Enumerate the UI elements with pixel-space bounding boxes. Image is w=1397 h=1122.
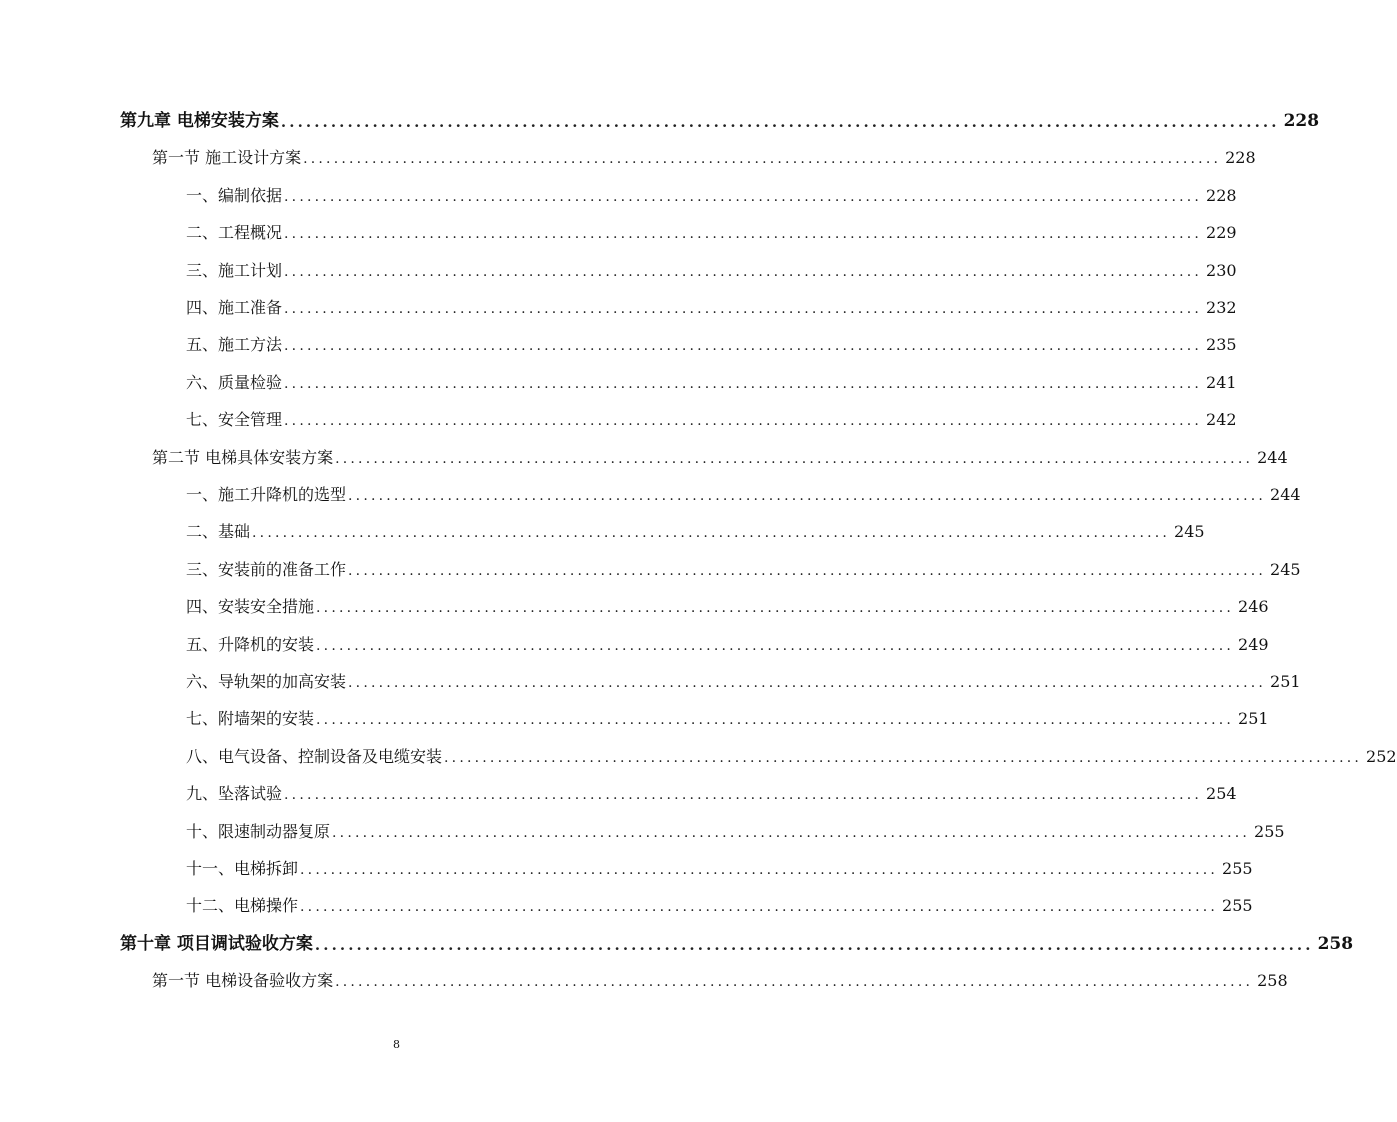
toc-dot-leader: ........................................................................................................................ bbox=[348, 562, 1267, 579]
toc-entry-title: 三、安装前的准备工作 bbox=[186, 559, 347, 579]
toc-entry-chapter[interactable] bbox=[120, 106, 1320, 132]
toc-dot-leader: ........................................................................................................................ bbox=[444, 749, 1363, 766]
toc-entry-page: 241 bbox=[1206, 372, 1237, 392]
toc-entry-page: 252 bbox=[1366, 746, 1397, 766]
toc-entry-title: 二、基础 bbox=[186, 522, 251, 542]
toc-entry-title: 第一节 施工设计方案 bbox=[152, 148, 302, 168]
toc-dot-leader: ........................................................................................................................ bbox=[300, 899, 1219, 916]
toc-entry-page: 245 bbox=[1174, 522, 1205, 542]
toc-entry-page: 258 bbox=[1257, 971, 1288, 991]
toc-entry-page: 251 bbox=[1270, 672, 1301, 691]
toc-entry-page: 244 bbox=[1257, 447, 1288, 467]
toc-entry-title: 十一、电梯拆卸 bbox=[186, 859, 299, 878]
toc-entry-item[interactable] bbox=[186, 891, 1253, 917]
toc-entry-page: 254 bbox=[1206, 784, 1237, 804]
toc-entry-item[interactable] bbox=[186, 517, 1205, 543]
toc-entry-title: 第十章 项目调试验收方案 bbox=[120, 933, 313, 954]
toc-dot-leader: ........................................................................................................................ bbox=[284, 787, 1203, 804]
toc-entry-title: 四、施工准备 bbox=[186, 298, 283, 317]
toc-entry-title: 十、限速制动器复原 bbox=[186, 821, 331, 841]
toc-entry-page: 230 bbox=[1206, 260, 1237, 280]
toc-dot-leader: ........................................................................................................................ bbox=[314, 935, 1314, 954]
toc-entry-title: 八、电气设备、控制设备及电缆安装 bbox=[186, 746, 443, 766]
toc-dot-leader: ........................................................................................................................ bbox=[316, 600, 1235, 617]
toc-entry-page: 232 bbox=[1206, 298, 1237, 317]
toc-dot-leader: ........................................................................................................................ bbox=[284, 375, 1203, 392]
toc-entry-page: 229 bbox=[1206, 223, 1237, 243]
toc-entry-page: 255 bbox=[1222, 859, 1253, 878]
toc-entry-page: 249 bbox=[1238, 634, 1269, 654]
toc-entry-item[interactable] bbox=[186, 293, 1237, 319]
toc-entry-page: 242 bbox=[1206, 410, 1237, 430]
toc-entry-page: 244 bbox=[1270, 485, 1301, 504]
toc-entry-title: 七、附墙架的安装 bbox=[186, 709, 315, 729]
toc-entry-item[interactable] bbox=[186, 555, 1301, 581]
toc-entry-title: 六、导轨架的加高安装 bbox=[186, 672, 347, 691]
toc-dot-leader: ........................................................................................................................ bbox=[284, 301, 1203, 317]
toc-dot-leader: ........................................................................................................................ bbox=[335, 450, 1254, 467]
toc-entry-page: 246 bbox=[1238, 597, 1269, 617]
toc-entry-item[interactable] bbox=[186, 817, 1285, 843]
toc-entry-item[interactable] bbox=[186, 592, 1269, 618]
toc-entry-item[interactable] bbox=[186, 218, 1237, 244]
toc-entry-title: 五、施工方法 bbox=[186, 335, 283, 355]
toc-dot-leader: ........................................................................................................................ bbox=[284, 263, 1203, 280]
toc-dot-leader: ........................................................................................................................ bbox=[284, 413, 1203, 430]
toc-entry-item[interactable] bbox=[186, 667, 1301, 693]
toc-entry-page: 251 bbox=[1238, 709, 1269, 729]
toc-entry-title: 第一节 电梯设备验收方案 bbox=[152, 971, 334, 991]
toc-dot-leader: ........................................................................................................................ bbox=[300, 862, 1219, 878]
toc-entry-page: 245 bbox=[1270, 559, 1301, 579]
toc-entry-title: 四、安装安全措施 bbox=[186, 597, 315, 617]
toc-entry-item[interactable] bbox=[186, 854, 1253, 880]
toc-entry-item[interactable] bbox=[186, 330, 1237, 356]
toc-entry-section[interactable] bbox=[152, 966, 1288, 992]
toc-entry-item[interactable] bbox=[186, 368, 1237, 394]
toc-entry-title: 二、工程概况 bbox=[186, 223, 283, 243]
toc-dot-leader: ........................................................................................................................ bbox=[284, 226, 1203, 243]
toc-entry-page: 228 bbox=[1225, 148, 1256, 168]
toc-dot-leader: ........................................................................................................................ bbox=[335, 974, 1254, 991]
toc-entry-title: 九、坠落试验 bbox=[186, 784, 283, 804]
toc-entry-item[interactable] bbox=[186, 630, 1269, 656]
toc-entry-title: 五、升降机的安装 bbox=[186, 634, 315, 654]
toc-entry-page: 255 bbox=[1222, 896, 1253, 916]
toc-entry-page: 228 bbox=[1206, 185, 1237, 205]
toc-entry-title: 一、施工升降机的选型 bbox=[186, 485, 347, 504]
toc-entry-title: 六、质量检验 bbox=[186, 372, 283, 392]
toc-dot-leader: ........................................................................................................................ bbox=[303, 151, 1222, 168]
toc-entry-title: 十二、电梯操作 bbox=[186, 896, 299, 916]
toc-dot-leader: ........................................................................................................................ bbox=[284, 338, 1203, 355]
toc-entry-page: 235 bbox=[1206, 335, 1237, 355]
toc-entry-title: 一、编制依据 bbox=[186, 185, 283, 205]
toc-entry-section[interactable] bbox=[152, 143, 1256, 169]
toc-dot-leader: ........................................................................................................................ bbox=[252, 525, 1171, 542]
toc-entry-chapter[interactable] bbox=[120, 929, 1354, 955]
toc-entry-page: 228 bbox=[1283, 111, 1320, 131]
toc-dot-leader: ........................................................................................................................ bbox=[316, 712, 1235, 729]
toc-entry-item[interactable] bbox=[186, 779, 1237, 805]
toc-entry-item[interactable] bbox=[186, 742, 1397, 768]
toc-entry-title: 第二节 电梯具体安装方案 bbox=[152, 447, 334, 467]
toc-entry-item[interactable] bbox=[186, 256, 1237, 282]
toc-dot-leader: ........................................................................................................................ bbox=[284, 188, 1203, 205]
toc-entry-item[interactable] bbox=[186, 480, 1301, 506]
toc-dot-leader: ........................................................................................................................ bbox=[348, 675, 1267, 691]
toc-entry-page: 258 bbox=[1317, 933, 1354, 954]
toc-dot-leader: ........................................................................................................................ bbox=[332, 824, 1251, 841]
toc-entry-page: 255 bbox=[1254, 821, 1285, 841]
toc-entry-title: 七、安全管理 bbox=[186, 410, 283, 430]
toc-dot-leader: ........................................................................................................................ bbox=[316, 637, 1235, 654]
toc-entry-item[interactable] bbox=[186, 181, 1237, 207]
toc-entry-item[interactable] bbox=[186, 704, 1269, 730]
toc-entry-section[interactable] bbox=[152, 443, 1288, 469]
toc-dot-leader: ........................................................................................................................ bbox=[348, 488, 1267, 504]
toc-dot-leader: ........................................................................................................................ bbox=[280, 113, 1280, 131]
toc-entry-title: 第九章 电梯安装方案 bbox=[120, 111, 279, 131]
toc-entry-title: 三、施工计划 bbox=[186, 260, 283, 280]
toc-entry-item[interactable] bbox=[186, 405, 1237, 431]
page-number: 8 bbox=[393, 1038, 400, 1051]
